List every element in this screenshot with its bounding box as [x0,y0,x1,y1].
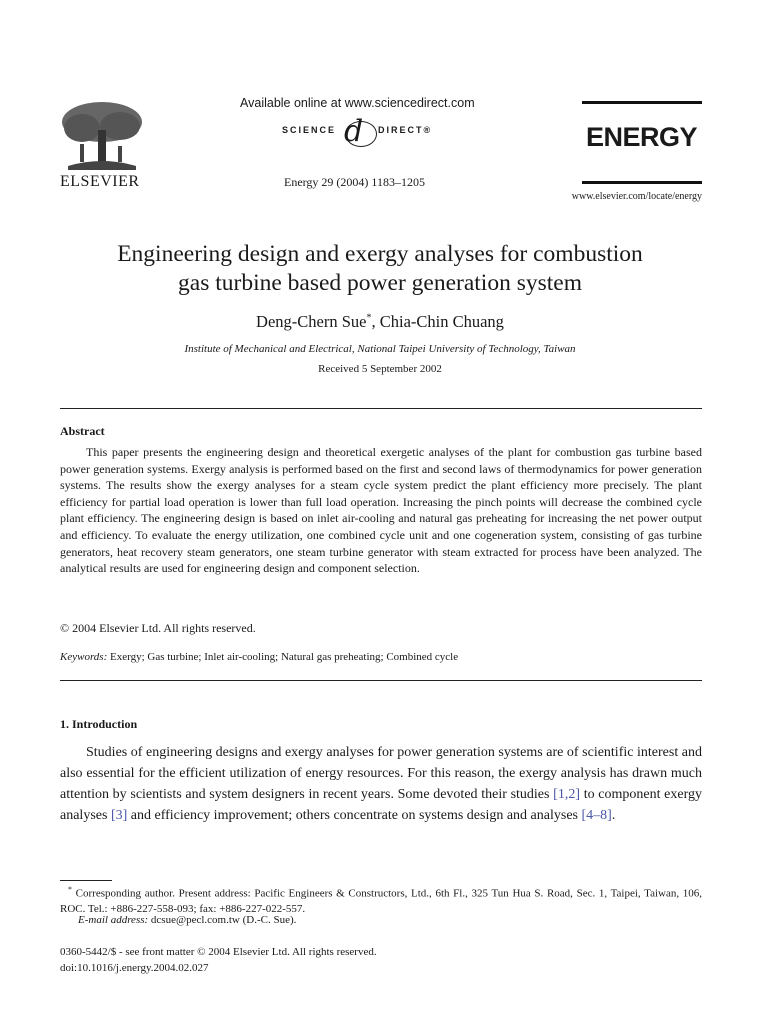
citation-link[interactable]: [4–8] [581,808,612,823]
sd-left-text: SCIENCE [282,125,337,135]
title-line-2: gas turbine based power generation system [178,270,582,296]
intro-text-1: Studies of engineering designs and exergy analyses for power generation systems are of scientific interest and also essential for the efficient utilization of energy resources. For this reason, the exergy analysis has drawn much attention by scientists and system designers in recent years. Some devoted their studies [60,745,702,802]
footnote-mark: * [68,885,72,894]
author-2[interactable]: , Chia-Chin Chuang [371,312,504,331]
intro-text-3: and efficiency improvement; others concentrate on systems design and analyses [127,808,582,823]
footnote-rule [60,880,112,881]
authors [60,312,700,332]
section-heading-introduction: 1. Introduction [60,717,138,731]
abstract-body [60,444,702,577]
doi-line[interactable]: doi:10.1016/j.energy.2004.02.027 [60,962,209,974]
citation-link[interactable]: [3] [110,808,128,823]
journal-url[interactable]: www.elsevier.com/locate/energy [571,191,702,202]
intro-text-2: to component exergy analyses [60,787,703,823]
keywords [60,651,702,663]
email-address[interactable]: dcsue@pecl.com.tw (D.-C. Sue). [148,914,297,926]
introduction-paragraph [60,742,702,826]
footnote-email [78,914,296,926]
sciencedirect-logo[interactable] [282,116,482,152]
email-label: E-mail address: [78,914,149,926]
author-footnote-mark[interactable]: * [366,312,372,324]
journal-citation: Energy 29 (2004) 1183–1205 [284,175,425,189]
citation-link[interactable]: [1,2] [553,787,580,802]
sd-right-text: DIRECT® [378,125,433,135]
available-online-text[interactable]: Available online at www.sciencedirect.com [240,96,475,110]
keywords-label: Keywords: [60,651,108,663]
received-date: Received 5 September 2002 [318,363,442,375]
author-1[interactable]: Deng-Chern Sue [256,312,367,331]
header-rule-bottom [582,181,702,184]
article-title [60,240,700,298]
affiliation: Institute of Mechanical and Electrical, National Taipei University of Technology, Taiwan [184,343,576,355]
footnote-text: Corresponding author. Present address: Pacific Engineers & Constructors, Ltd., 6th Fl., 325 Tun Hua S. Road, Sec. 1, Taipei, Taiwan, 106, ROC. Tel.: +886-227-558-093; fax: +886-227-022-557. [60,887,702,916]
issn-line: 0360-5442/$ - see front matter © 2004 Elsevier Ltd. All rights reserved. [60,946,377,958]
intro-text-4: . [611,808,616,823]
elsevier-tree-logo [58,100,146,172]
abstract-bottom-rule [60,680,702,681]
abstract-text: This paper presents the engineering design and theoretical exergetic analyses of the plant for combustion gas turbine based power generation systems. Exergy analysis is performed based on the first and second laws of thermodynamics for power generation systems. The results show the exergy analyses for a steam cycle system predict the plant efficiency more precisely. The plant efficiency for partial load operation is lower than full load operation. Increasing the pinch points will decrease the combined cycle plant efficiency. The engineering design is based on inlet air-cooling and natural gas preheating for increasing the net power output and efficiency. To evaluate the energy utilization, one combined cycle unit and one cogeneration system, consisting of gas turbine generators, heat recovery steam generators, one steam turbine generator with steam extracted for process have been analyzed. The analytical results are used for engineering design and component selection. [60,445,702,576]
header-rule-top [582,101,702,104]
publisher-name: ELSEVIER [60,173,140,190]
abstract-heading: Abstract [60,424,105,438]
footnote [60,882,702,918]
journal-name: ENERGY [586,122,698,152]
sd-d-mark: d [344,114,364,149]
keywords-text: Exergy; Gas turbine; Inlet air-cooling; Natural gas preheating; Combined cycle [107,651,459,663]
abstract-copyright: © 2004 Elsevier Ltd. All rights reserved. [60,621,256,635]
abstract-top-rule [60,408,702,409]
title-line-1: Engineering design and exergy analyses for combustion [117,241,643,267]
